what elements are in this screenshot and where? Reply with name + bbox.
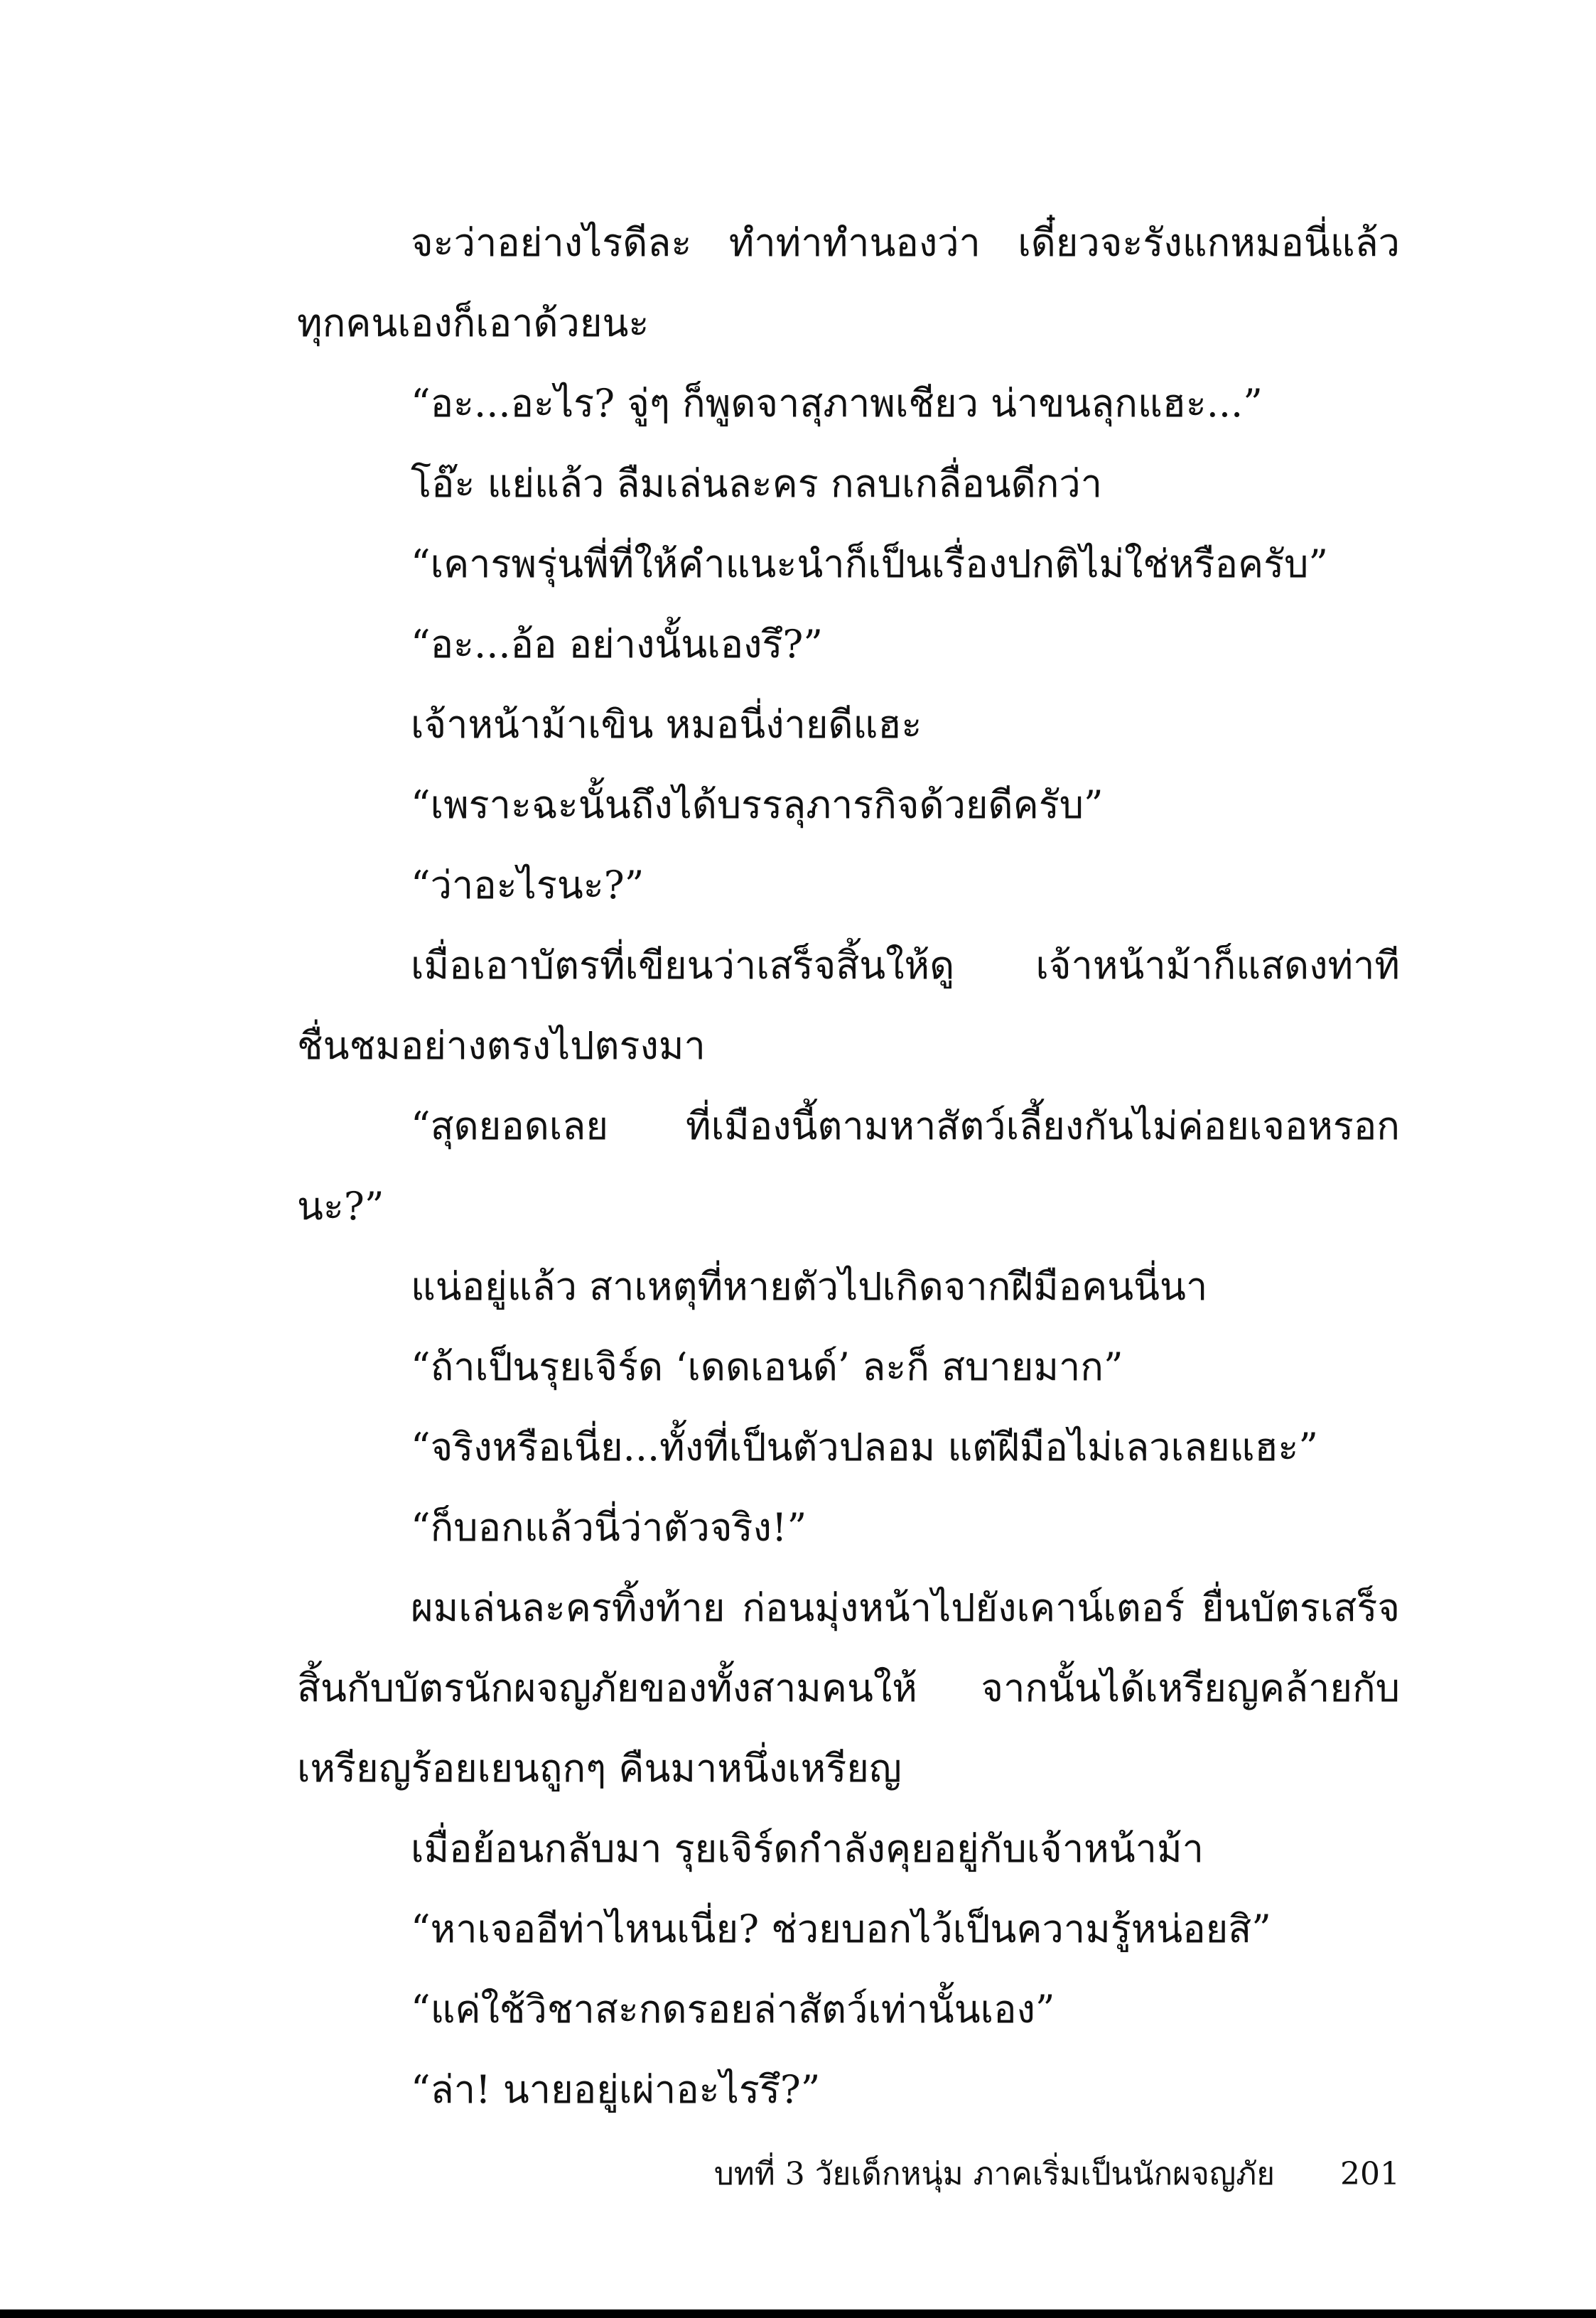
paragraph: “หาเจออีท่าไหนเนี่ย? ช่วยบอกไว้เป็นความรู้หน่อยสิ” (411, 1907, 1271, 1951)
paragraph: “เคารพรุ่นพี่ที่ให้คำแนะนำก็เป็นเรื่องปกติไม่ใช่หรือครับ” (411, 541, 1329, 586)
paragraph: แน่อยู่แล้ว สาเหตุที่หายตัวไปเกิดจากฝีมือคนนี่นา (411, 1264, 1208, 1309)
paragraph: “อะ...อ้อ อย่างนั้นเองรึ?” (411, 622, 823, 667)
body-text (297, 203, 1400, 2130)
paragraph: เจ้าหน้าม้าเขิน หมอนี่ง่ายดีแฮะ (411, 702, 922, 747)
paragraph: โอ๊ะ แย่แล้ว ลืมเล่นละคร กลบเกลื่อนดีกว่า (411, 461, 1103, 506)
paragraph: “อะ...อะไร? จู่ๆ ก็พูดจาสุภาพเชียว น่าขนลุกแฮะ...” (411, 381, 1263, 426)
paragraph: “ว่าอะไรนะ?” (411, 863, 645, 907)
paragraph: จะว่าอย่างไรดีละ ทำท่าทำนองว่า เดี๋ยวจะรังแกหมอนี่แล้ว ทุกคนเองก็เอาด้วยนะ (297, 220, 1400, 345)
page-footer (714, 2153, 1400, 2196)
running-footer-chapter: บทที่ 3 วัยเด็กหนุ่ม ภาคเริ่มเป็นนักผจญภัย (713, 2156, 1276, 2192)
paragraph: เมื่อย้อนกลับมา รุยเจิร์ดกำลังคุยอยู่กับเจ้าหน้าม้า (411, 1826, 1204, 1871)
paragraph: ผมเล่นละครทิ้งท้าย ก่อนมุ่งหน้าไปยังเคาน์เตอร์ ยื่นบัตรเสร็จสิ้นกับบัตรนักผจญภัยของทั้งสามคนให้ จากนั้นได้เหรียญคล้ายกับเหรียญร้อยเยนถูกๆ คืนมาหนึ่งเหรียญ (297, 1585, 1400, 1791)
paragraph: “สุดยอดเลย ที่เมืองนี้ตามหาสัตว์เลี้ยงกันไม่ค่อยเจอหรอกนะ?” (297, 1104, 1400, 1229)
paragraph: “เพราะฉะนั้นถึงได้บรรลุภารกิจด้วยดีครับ” (411, 782, 1104, 827)
bottom-edge-rule (0, 2309, 1596, 2318)
page-number: 201 (1340, 2156, 1400, 2192)
paragraph: “จริงหรือเนี่ย...ทั้งที่เป็นตัวปลอม แต่ฝีมือไม่เลวเลยแฮะ” (411, 1425, 1319, 1470)
paragraph: “ก็บอกแล้วนี่ว่าตัวจริง!” (411, 1505, 807, 1550)
paragraph: “ถ้าเป็นรุยเจิร์ด ‘เดดเอนด์’ ละก็ สบายมาก” (411, 1344, 1123, 1389)
paragraph: “ล่า! นายอยู่เผ่าอะไรรึ?” (411, 2067, 821, 2112)
paragraph: “แค่ใช้วิชาสะกดรอยล่าสัตว์เท่านั้นเอง” (411, 1987, 1055, 2032)
paragraph: เมื่อเอาบัตรที่เขียนว่าเสร็จสิ้นให้ดู เจ้าหน้าม้าก็แสดงท่าทีชื่นชมอย่างตรงไปตรงมา (297, 943, 1400, 1068)
